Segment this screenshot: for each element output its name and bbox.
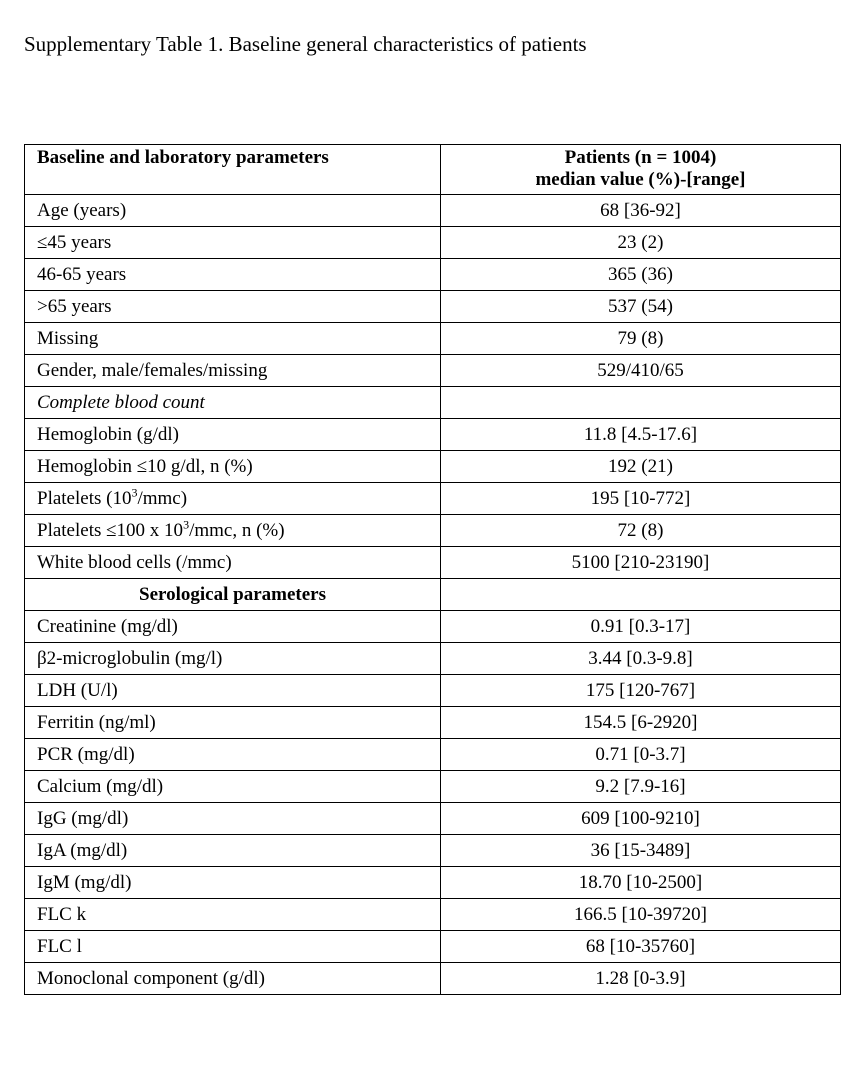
table-row	[25, 803, 841, 835]
row-label-hemoglobin-le10: Hemoglobin ≤10 g/dl, n (%)	[25, 451, 441, 483]
header-median-range: median value (%)-[range]	[535, 169, 746, 190]
row-label-age-gt65: >65 years	[25, 291, 441, 323]
platelets-label-pre: Platelets (10	[37, 487, 132, 509]
row-value-hemoglobin: 11.8 [4.5-17.6]	[441, 419, 841, 451]
row-value-creatinine: 0.91 [0.3-17]	[441, 611, 841, 643]
table-header-row	[25, 145, 841, 195]
row-value-ferritin: 154.5 [6-2920]	[441, 707, 841, 739]
row-label-iga: IgA (mg/dl)	[25, 835, 441, 867]
row-value-ldh: 175 [120-767]	[441, 675, 841, 707]
row-value-monoclonal-component: 1.28 [0-3.9]	[441, 963, 841, 995]
row-value-gender: 529/410/65	[441, 355, 841, 387]
row-label-hemoglobin: Hemoglobin (g/dl)	[25, 419, 441, 451]
table-row	[25, 387, 841, 419]
table-row	[25, 291, 841, 323]
row-label-wbc: White blood cells (/mmc)	[25, 547, 441, 579]
row-label-flc-l: FLC l	[25, 931, 441, 963]
table-row	[25, 771, 841, 803]
table-row	[25, 611, 841, 643]
row-value-age-le45: 23 (2)	[441, 227, 841, 259]
row-value-b2-microglobulin: 3.44 [0.3-9.8]	[441, 643, 841, 675]
table-row	[25, 675, 841, 707]
table-row	[25, 259, 841, 291]
table-row	[25, 643, 841, 675]
table-row	[25, 739, 841, 771]
table-row	[25, 419, 841, 451]
row-value-hemoglobin-le10: 192 (21)	[441, 451, 841, 483]
row-value-flc-l: 68 [10-35760]	[441, 931, 841, 963]
row-value-wbc: 5100 [210-23190]	[441, 547, 841, 579]
table-row	[25, 867, 841, 899]
row-label-gender: Gender, male/females/missing	[25, 355, 441, 387]
row-value-platelets: 195 [10-772]	[441, 483, 841, 515]
row-value-calcium: 9.2 [7.9-16]	[441, 771, 841, 803]
table-row	[25, 835, 841, 867]
platelets-le100-label-pre: Platelets ≤100 x 10	[37, 519, 184, 541]
row-label-creatinine: Creatinine (mg/dl)	[25, 611, 441, 643]
table-row	[25, 355, 841, 387]
row-label-igm: IgM (mg/dl)	[25, 867, 441, 899]
row-label-ferritin: Ferritin (ng/ml)	[25, 707, 441, 739]
table-row	[25, 515, 841, 547]
table-row	[25, 899, 841, 931]
row-value-flc-k: 166.5 [10-39720]	[441, 899, 841, 931]
row-label-serological-parameters: Serological parameters	[25, 579, 441, 611]
row-label-age-le45: ≤45 years	[25, 227, 441, 259]
row-label-platelets	[25, 483, 441, 515]
row-value-platelets-le100: 72 (8)	[441, 515, 841, 547]
platelets-le100-label-sup: 3	[183, 517, 190, 532]
row-value-age-gt65: 537 (54)	[441, 291, 841, 323]
table-row	[25, 451, 841, 483]
row-label-complete-blood-count: Complete blood count	[25, 387, 441, 419]
platelets-le100-label-post: /mmc, n (%)	[189, 519, 285, 541]
platelets-label-post: /mmc)	[137, 487, 188, 509]
row-value-complete-blood-count	[441, 387, 841, 419]
row-label-b2-microglobulin: β2-microglobulin (mg/l)	[25, 643, 441, 675]
row-value-iga: 36 [15-3489]	[441, 835, 841, 867]
table-row	[25, 483, 841, 515]
row-value-igm: 18.70 [10-2500]	[441, 867, 841, 899]
row-label-pcr: PCR (mg/dl)	[25, 739, 441, 771]
table-row	[25, 963, 841, 995]
row-label-calcium: Calcium (mg/dl)	[25, 771, 441, 803]
platelets-label-sup: 3	[131, 485, 138, 500]
table-row	[25, 323, 841, 355]
header-patients-count: Patients (n = 1004)	[564, 147, 717, 168]
row-label-ldh: LDH (U/l)	[25, 675, 441, 707]
row-value-age-missing: 79 (8)	[441, 323, 841, 355]
table-row	[25, 931, 841, 963]
row-label-age-46-65: 46-65 years	[25, 259, 441, 291]
row-label-flc-k: FLC k	[25, 899, 441, 931]
table-row	[25, 195, 841, 227]
row-label-monoclonal-component: Monoclonal component (g/dl)	[25, 963, 441, 995]
row-value-age: 68 [36-92]	[441, 195, 841, 227]
row-value-serological-parameters	[441, 579, 841, 611]
table-row	[25, 547, 841, 579]
row-label-age-missing: Missing	[25, 323, 441, 355]
row-value-pcr: 0.71 [0-3.7]	[441, 739, 841, 771]
table-row	[25, 227, 841, 259]
row-label-platelets-le100	[25, 515, 441, 547]
row-label-age: Age (years)	[25, 195, 441, 227]
row-label-igg: IgG (mg/dl)	[25, 803, 441, 835]
table-row	[25, 579, 841, 611]
header-patients	[441, 145, 841, 195]
row-value-age-46-65: 365 (36)	[441, 259, 841, 291]
baseline-characteristics-table	[24, 144, 841, 995]
table-row	[25, 707, 841, 739]
table-title: Supplementary Table 1. Baseline general characteristics of patients	[24, 32, 587, 56]
row-value-igg: 609 [100-9210]	[441, 803, 841, 835]
header-parameters: Baseline and laboratory parameters	[25, 145, 441, 195]
